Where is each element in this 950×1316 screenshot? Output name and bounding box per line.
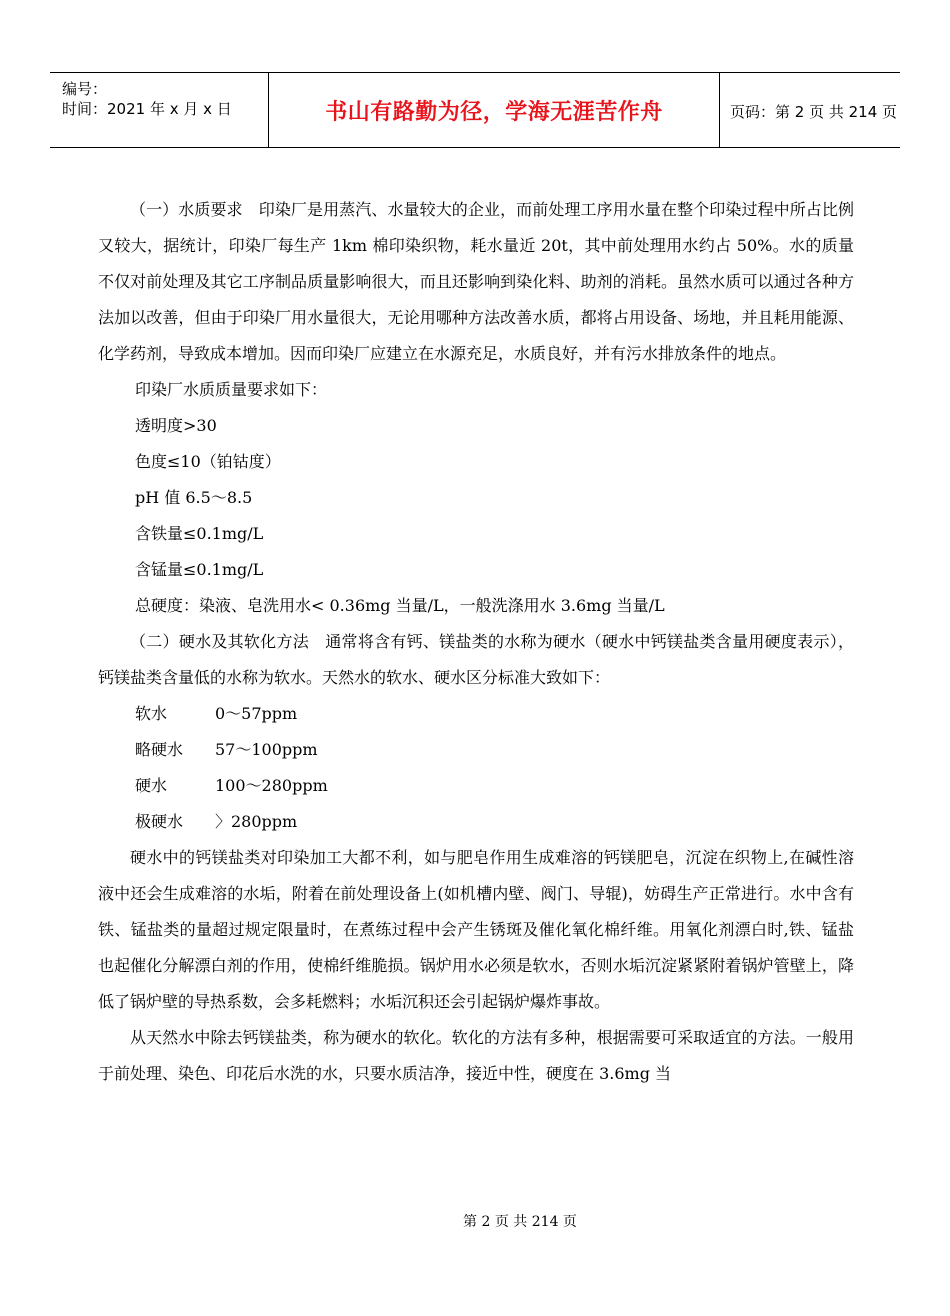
requirement-iron: 含铁量≤0.1mg/L: [135, 524, 264, 543]
requirement-ph: pH 值 6.5～8.5: [135, 488, 253, 507]
header-meta: [62, 79, 267, 119]
paragraph-hard-water: （二）硬水及其软化方法 通常将含有钙、镁盐类的水称为硬水（硬水中钙镁盐类含量用硬度表示），钙镁盐类含量低的水称为软水。天然水的软水、硬水区分标准大致如下：: [98, 632, 854, 687]
hardness-row: [98, 732, 854, 768]
hardness-name: 略硬水: [135, 740, 184, 759]
header-page-label: 页码：第 2 页 共 214 页: [730, 103, 898, 121]
document-body: [98, 192, 854, 1092]
hardness-row: [98, 768, 854, 804]
paragraph-hard-water-effects: 硬水中的钙镁盐类对印染加工大都不利，如与肥皂作用生成难溶的钙镁肥皂，沉淀在织物上,在碱性溶液中还会生成难溶的水垢，附着在前处理设备上(如机槽内壁、阀门、导辊)，妨碍生产正常进行。水中含有铁、锰盐类的量超过规定限量时，在煮练过程中会产生锈斑及催化氧化棉纤维。用氧化剂漂白时,铁、锰盐也起催化分解漂白剂的作用，使棉纤维脆损。锅炉用水必须是软水，否则水垢沉淀紧紧附着锅炉管壁上，降低了锅炉壁的导热系数，会多耗燃料；水垢沉积还会引起锅炉爆炸事故。: [98, 848, 854, 1011]
requirement-transparency: 透明度>30: [135, 416, 217, 435]
hardness-name: 硬水: [135, 776, 168, 795]
hardness-range: 0～57ppm: [215, 704, 298, 723]
document-number-label: 编号：: [62, 80, 108, 98]
header-motto: 书山有路勤为径，学海无涯苦作舟: [268, 73, 720, 147]
requirement-manganese: 含锰量≤0.1mg/L: [135, 560, 264, 579]
hardness-row: [98, 804, 854, 840]
paragraph-water-quality: （一）水质要求 印染厂是用蒸汽、水量较大的企业，而前处理工序用水量在整个印染过程中所占比例又较大，据统计，印染厂每生产 1km 棉印染织物，耗水量近 20t，其中前处理用水约占 50%。水的质量不仅对前处理及其它工序制品质量影响很大，而且还影响到染化料、助剂的消耗。虽然水质可以通过各种方法加以改善，但由于印染厂用水量很大，无论用哪种方法改善水质，都将占用设备、场地，并且耗用能源、化学药剂，导致成本增加。因而印染厂应建立在水源充足，水质良好，并有污水排放条件的地点。: [98, 200, 854, 363]
page-header: [50, 72, 900, 148]
hardness-name: 软水: [135, 704, 168, 723]
paragraph-softening: 从天然水中除去钙镁盐类，称为硬水的软化。软化的方法有多种，根据需要可采取适宜的方法。一般用于前处理、染色、印花后水洗的水，只要水质洁净，接近中性，硬度在 3.6mg 当: [98, 1028, 854, 1083]
page-footer: 第 2 页 共 214 页: [463, 1214, 577, 1230]
hardness-range: 100～280ppm: [215, 776, 328, 795]
hardness-name: 极硬水: [135, 812, 184, 831]
hardness-row: [98, 696, 854, 732]
requirements-title: 印染厂水质质量要求如下：: [135, 380, 328, 399]
hardness-range: 〉280ppm: [215, 812, 298, 831]
document-time-label: 时间：2021 年 x 月 x 日: [62, 100, 232, 118]
hardness-range: 57～100ppm: [215, 740, 318, 759]
requirement-hardness: 总硬度：染液、皂洗用水< 0.36mg 当量/L，一般洗涤用水 3.6mg 当量/L: [135, 596, 665, 615]
requirement-color: 色度≤10（铂钴度）: [135, 452, 281, 471]
